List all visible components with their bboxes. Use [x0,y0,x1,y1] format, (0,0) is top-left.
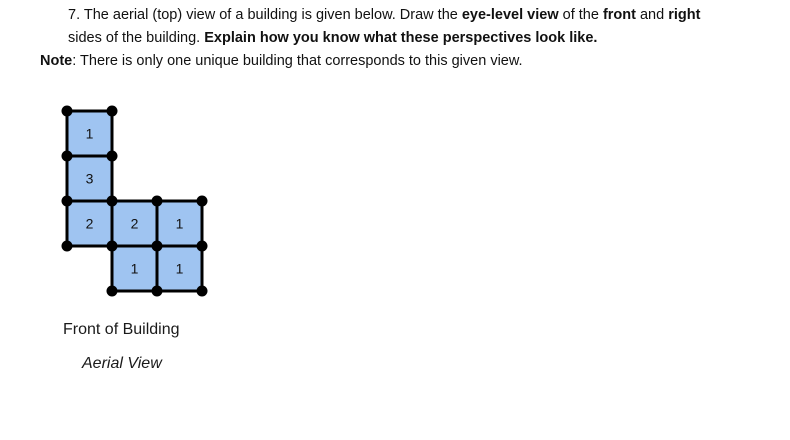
text-line1-4: and [635,7,669,23]
cell-height-label: 1 [130,260,139,277]
grid-corner-dot [107,196,118,207]
cell-height-label: 1 [85,125,94,142]
cell-height-label: 1 [175,215,184,232]
text-line1-0: 7. The aerial (top) view of a building is given below. Draw the [68,7,462,23]
cell-height-label: 2 [130,215,139,232]
bold-text-line1-3: front [602,7,636,23]
grid-corner-dot [107,106,118,117]
grid-corner-dot [107,241,118,252]
cell-height-label: 2 [85,215,94,232]
text-line3-1: : There is only one unique building that corresponds to this given view. [72,53,523,69]
cell-height-label: 1 [175,260,184,277]
bold-text-line1-1: eye-level view [461,7,559,23]
grid-corner-dot [62,241,73,252]
bold-text-line3-0: Note [40,53,73,69]
grid-corner-dot [152,241,163,252]
text-line1-2: of the [558,7,603,23]
grid-corner-dot [107,151,118,162]
cell-height-label: 3 [85,170,94,187]
grid-corner-dot [62,196,73,207]
grid-corner-dot [197,241,208,252]
grid-corner-dot [107,286,118,297]
grid-corner-dot [197,286,208,297]
grid-corner-dot [197,196,208,207]
grid-corner-dot [152,196,163,207]
front-of-building-caption: Front of Building [63,321,180,338]
text-line2-0: sides of the building. [68,30,205,46]
aerial-view-caption: Aerial View [82,355,162,372]
grid-corner-dot [62,106,73,117]
grid-corner-dot [152,286,163,297]
bold-text-line1-5: right [668,7,701,23]
grid-corner-dot [62,151,73,162]
bold-text-line2-1: Explain how you know what these perspectives look like. [204,30,598,46]
